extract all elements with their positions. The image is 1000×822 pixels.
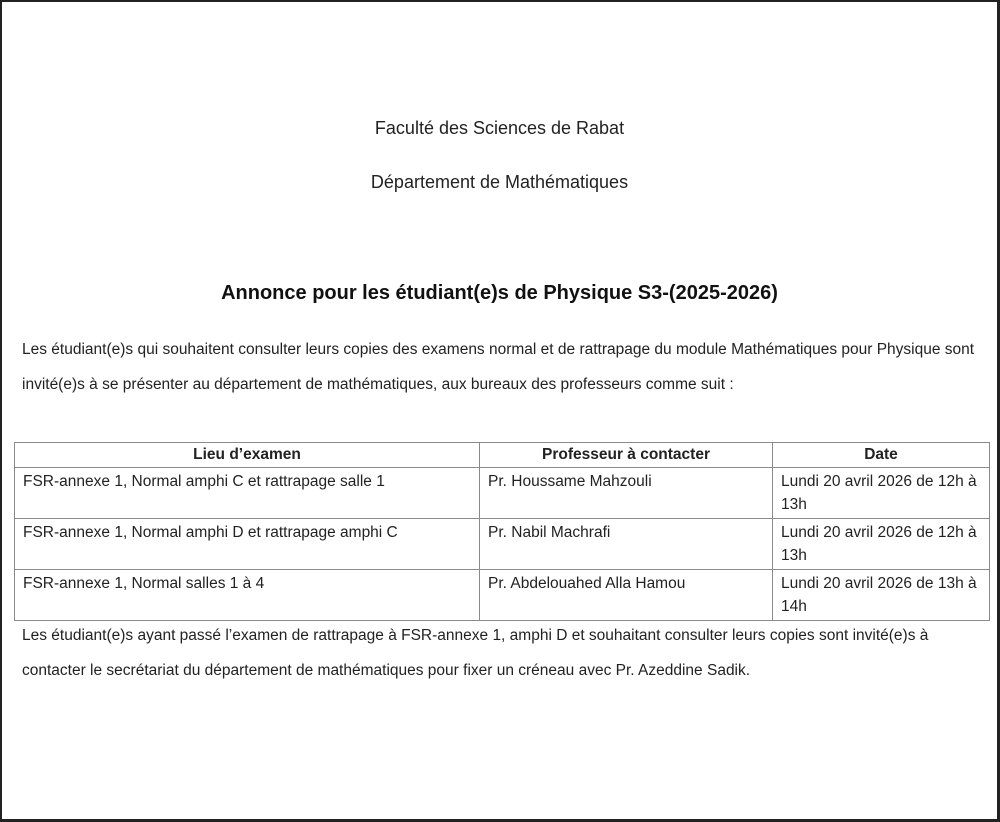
outro-paragraph: Les étudiant(e)s ayant passé l’examen de rattrapage à FSR-annexe 1, amphi D et souhaitant consulter leurs copies sont invité(e)s à contacter le secrétariat du département de mathématiques pour fixer un créneau avec Pr. Azeddine Sadik. xyxy=(22,627,929,679)
announcement-title: Annonce pour les étudiant(e)s de Physique S3-(2025-2026) xyxy=(221,282,778,304)
intro-paragraph: Les étudiant(e)s qui souhaitent consulter leurs copies des examens normal et de rattrapage du module Mathématiques pour Physique sont invité(e)s à se présenter au département de mathématiques, aux bureaux des professeurs comme suit : xyxy=(22,341,975,393)
header-lieu: Lieu d’examen xyxy=(15,443,480,468)
table-header-row xyxy=(15,443,990,468)
cell-professeur: Pr. Houssame Mahzouli xyxy=(480,468,773,519)
table-row xyxy=(15,570,990,621)
cell-date: Lundi 20 avril 2026 de 12h à 13h xyxy=(773,468,990,519)
header-date: Date xyxy=(773,443,990,468)
schedule-table xyxy=(14,442,990,621)
table-row xyxy=(15,519,990,570)
faculty-name: Faculté des Sciences de Rabat xyxy=(374,118,625,138)
table-row xyxy=(15,468,990,519)
cell-lieu: FSR-annexe 1, Normal amphi D et rattrapage amphi C xyxy=(15,519,480,570)
cell-professeur: Pr. Nabil Machrafi xyxy=(480,519,773,570)
cell-lieu: FSR-annexe 1, Normal salles 1 à 4 xyxy=(15,570,480,621)
cell-date: Lundi 20 avril 2026 de 13h à 14h xyxy=(773,570,990,621)
cell-professeur: Pr. Abdelouahed Alla Hamou xyxy=(480,570,773,621)
header-professeur: Professeur à contacter xyxy=(480,443,773,468)
cell-date: Lundi 20 avril 2026 de 12h à 13h xyxy=(773,519,990,570)
cell-lieu: FSR-annexe 1, Normal amphi C et rattrapage salle 1 xyxy=(15,468,480,519)
department-name: Département de Mathématiques xyxy=(370,172,629,192)
